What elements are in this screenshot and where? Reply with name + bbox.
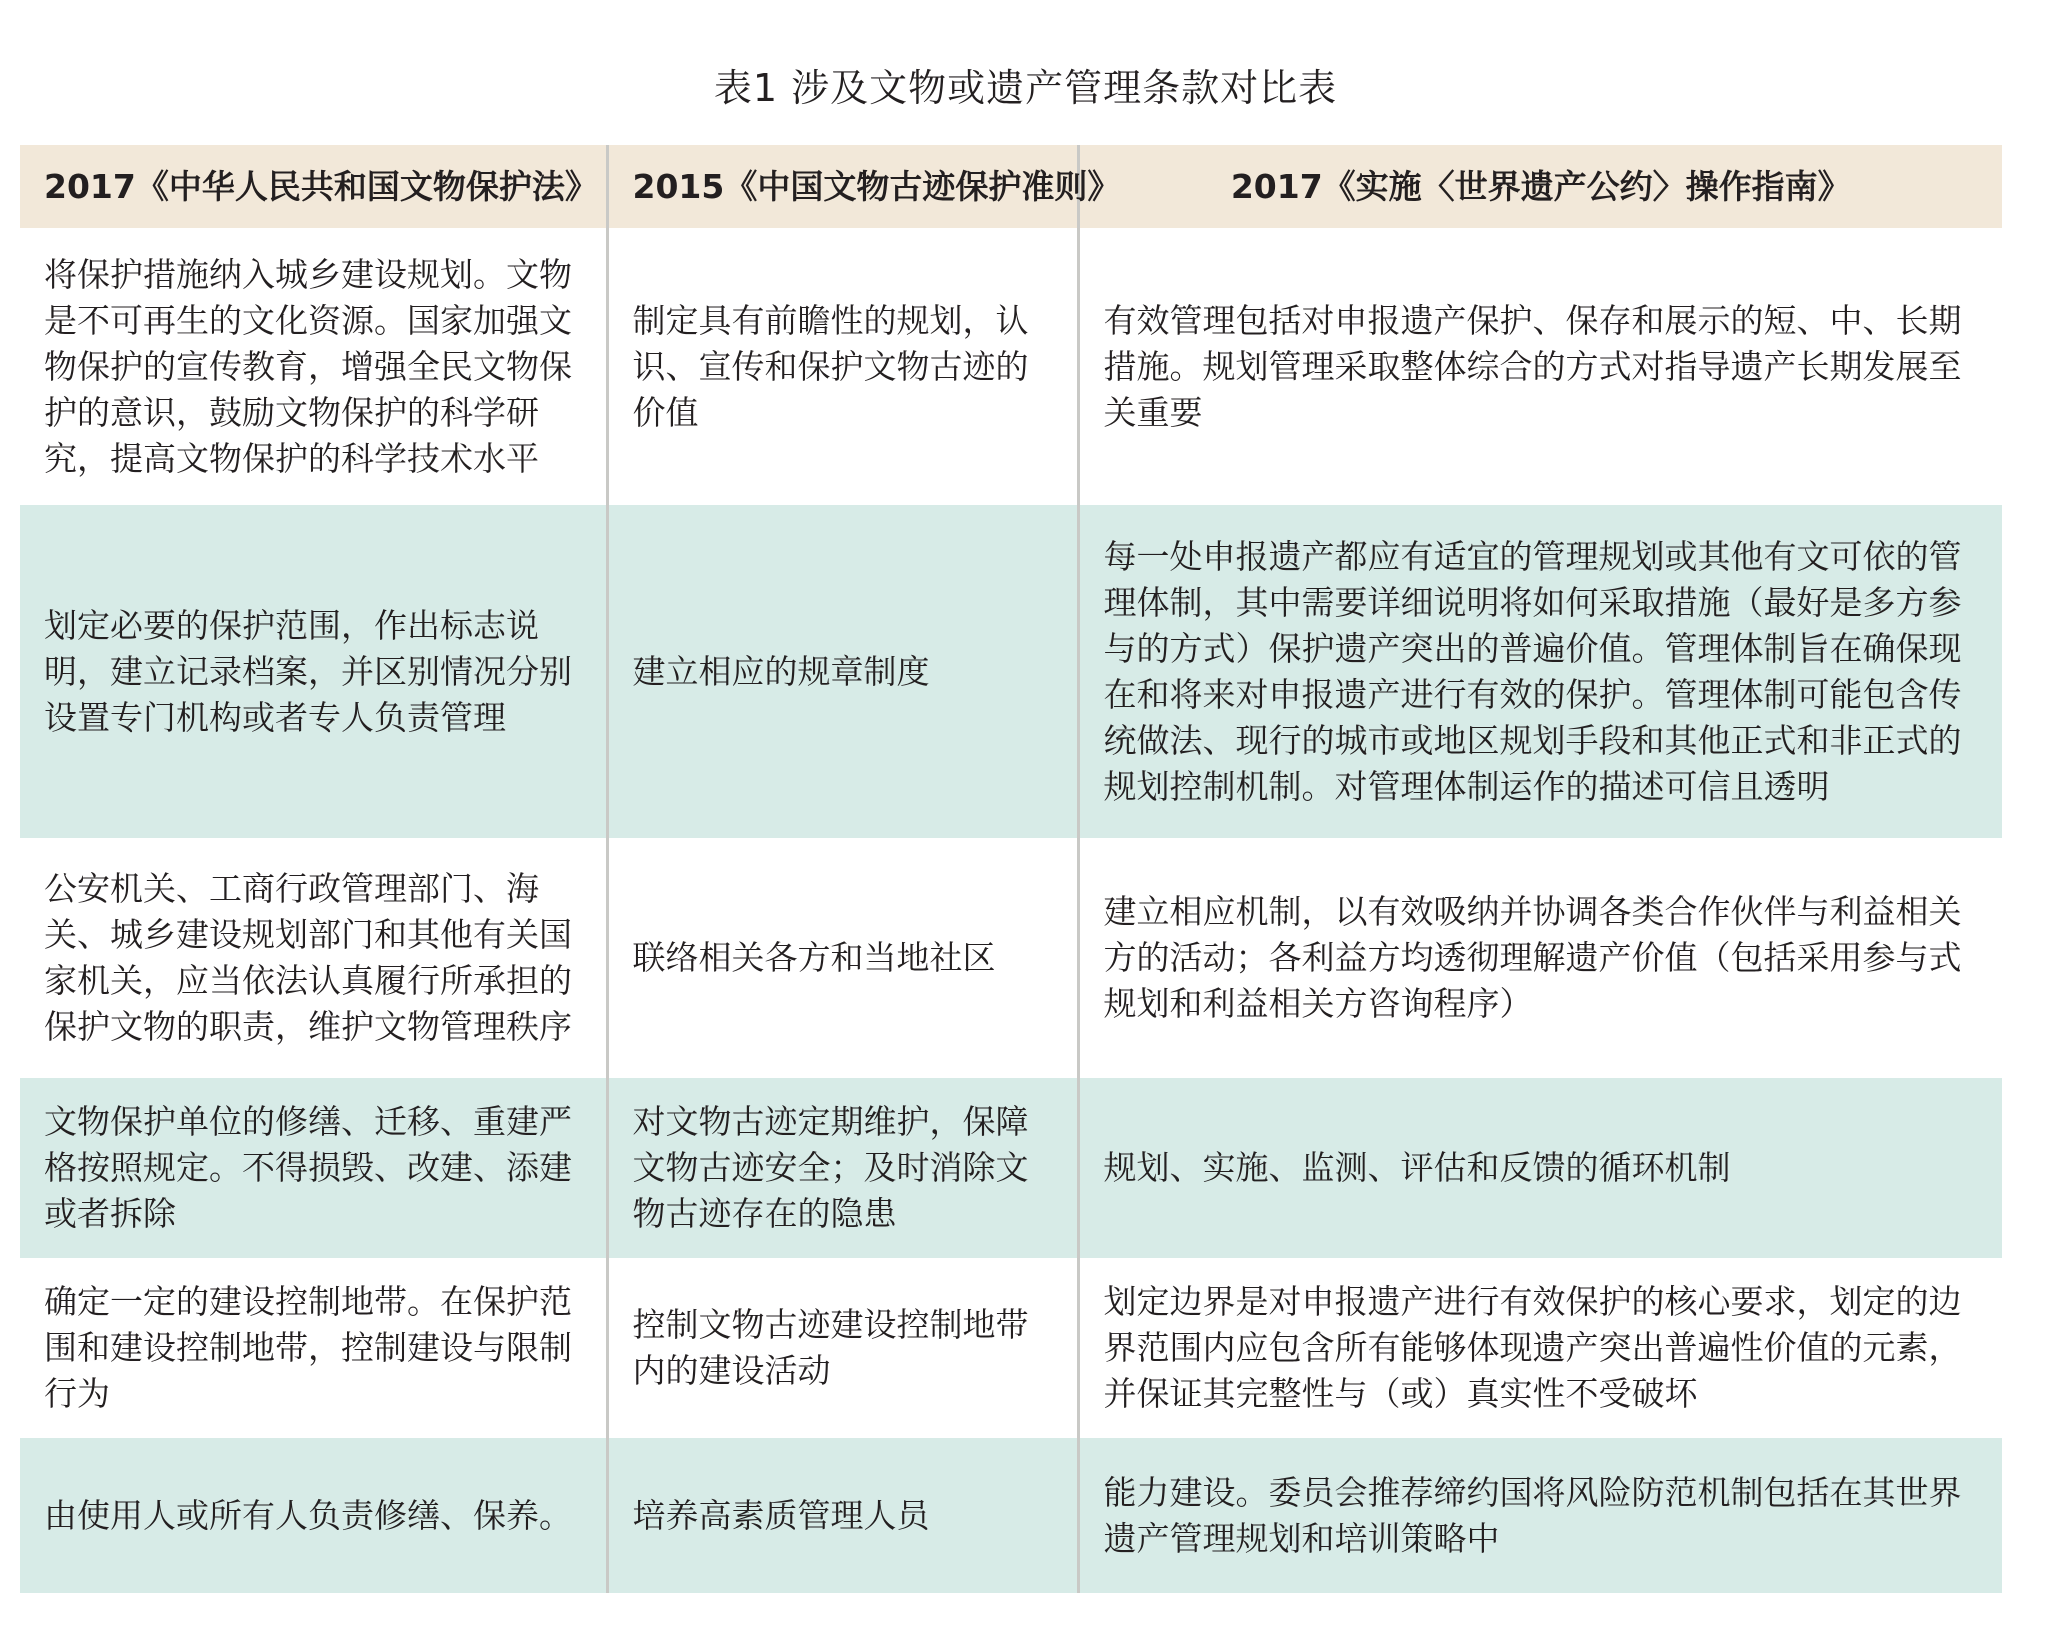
table-row [20,505,2002,838]
cell-guidelines: 建立相应机制，以有效吸纳并协调各类合作伙伴与利益相关方的活动；各利益方均透彻理解遗产价值（包括采用参与式规划和利益相关方咨询程序） [1078,838,2002,1078]
column-header-guidelines: 2017《实施〈世界遗产公约〉操作指南》 [1078,145,2002,228]
cell-law: 文物保护单位的修缮、迁移、重建严格按照规定。不得损毁、改建、添建或者拆除 [44,1102,572,1233]
column-header-principles: 2015《中国文物古迹保护准则》 [607,145,1078,228]
cell-principles: 培养高素质管理人员 [607,1438,1078,1593]
table-row [20,1258,2002,1438]
cell-guidelines: 每一处申报遗产都应有适宜的管理规划或其他有文可依的管理体制，其中需要详细说明将如何采取措施（最好是多方参与的方式）保护遗产突出的普遍价值。管理体制旨在确保现在和将来对申报遗产进行有效的保护。管理体制可能包含传统做法、现行的城市或地区规划手段和其他正式和非正式的规划控制机制。对管理体制运作的描述可信且透明 [1078,505,2002,838]
cell-principles: 对文物古迹定期维护，保障文物古迹安全；及时消除文物古迹存在的隐患 [607,1078,1078,1258]
cell-guidelines: 能力建设。委员会推荐缔约国将风险防范机制包括在其世界遗产管理规划和培训策略中 [1078,1438,2002,1593]
table-caption: 表1 涉及文物或遗产管理条款对比表 [713,66,1338,110]
table-row [20,228,2002,505]
cell-guidelines: 划定边界是对申报遗产进行有效保护的核心要求，划定的边界范围内应包含所有能够体现遗产突出普遍性价值的元素，并保证其完整性与（或）真实性不受破坏 [1078,1258,2002,1438]
cell-principles: 控制文物古迹建设控制地带内的建设活动 [607,1258,1078,1438]
cell-law: 由使用人或所有人负责修缮、保养。 [44,1495,572,1535]
cell-principles: 制定具有前瞻性的规划，认识、宣传和保护文物古迹的价值 [607,228,1078,505]
cell-principles: 建立相应的规章制度 [607,505,1078,838]
cell-law: 公安机关、工商行政管理部门、海关、城乡建设规划部门和其他有关国家机关，应当依法认真履行所承担的保护文物的职责，维护文物管理秩序 [44,869,572,1046]
table-header-row [20,145,2002,228]
column-header-law: 2017《中华人民共和国文物保护法》 [44,166,598,206]
cell-law: 将保护措施纳入城乡建设规划。文物是不可再生的文化资源。国家加强文物保护的宣传教育，增强全民文物保护的意识，鼓励文物保护的科学研究，提高文物保护的科学技术水平 [44,254,572,478]
cell-law: 划定必要的保护范围，作出标志说明，建立记录档案，并区别情况分别设置专门机构或者专人负责管理 [44,605,572,737]
table-row [20,838,2002,1078]
table-row [20,1078,2002,1258]
cell-guidelines: 规划、实施、监测、评估和反馈的循环机制 [1078,1078,2002,1258]
cell-law: 确定一定的建设控制地带。在保护范围和建设控制地带，控制建设与限制行为 [44,1282,572,1413]
cell-principles: 联络相关各方和当地社区 [607,838,1078,1078]
cell-guidelines: 有效管理包括对申报遗产保护、保存和展示的短、中、长期措施。规划管理采取整体综合的方式对指导遗产长期发展至关重要 [1078,228,2002,505]
comparison-table [20,145,2002,1593]
table-row [20,1438,2002,1593]
